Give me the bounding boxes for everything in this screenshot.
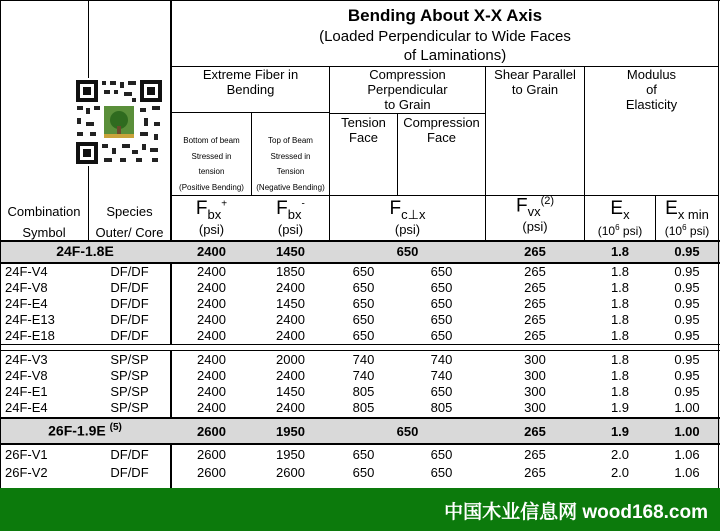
grid-line xyxy=(0,443,720,445)
grid-line xyxy=(0,417,720,419)
cell-species: DF/DF xyxy=(110,328,149,343)
cell-species: DF/DF xyxy=(110,465,149,480)
cell-fbx-neg: 2000 xyxy=(276,352,305,367)
cell-ex: 1.8 xyxy=(610,352,630,367)
cell-tension-face: 805 xyxy=(352,384,375,399)
cell-tension-face: 650 xyxy=(352,312,375,327)
cell-exmin: 0.95 xyxy=(674,280,700,295)
cell-fbx-neg: 2400 xyxy=(276,280,305,295)
header-exmin: $E_{x min}$ ($10^6$ psi) xyxy=(664,198,710,238)
cell-tension-face: 650 xyxy=(352,328,375,343)
cell-exmin: 1.00 xyxy=(674,424,700,439)
table-subtitle: of Laminations) xyxy=(403,47,507,64)
qr-code-icon xyxy=(74,78,164,166)
cell-compression-face: 805 xyxy=(430,400,453,415)
cell-tension-face: 650 xyxy=(352,465,375,480)
cell-ex: 1.8 xyxy=(610,244,630,259)
cell-fbx-neg: 2400 xyxy=(276,328,305,343)
cell-fc: 650 xyxy=(396,424,419,439)
cell-symbol: 24F-E4 xyxy=(5,400,48,415)
cell-fvx: 300 xyxy=(524,368,546,383)
cell-tension-face: 740 xyxy=(352,368,375,383)
header-tension-face: Tension Face xyxy=(341,115,386,145)
cell-symbol: 24F-E18 xyxy=(5,328,55,343)
cell-exmin: 1.00 xyxy=(674,400,700,415)
cell-fc: 650 xyxy=(396,244,419,259)
cell-ex: 1.8 xyxy=(610,328,630,343)
cell-species: DF/DF xyxy=(110,312,149,327)
cell-fvx: 300 xyxy=(524,384,546,399)
cell-symbol: 24F-V3 xyxy=(5,352,48,367)
grid-line xyxy=(0,344,720,345)
cell-tension-face: 650 xyxy=(352,280,375,295)
cell-ex: 1.9 xyxy=(610,400,630,415)
footer-site-link[interactable]: 中国木业信息网 wood168.com xyxy=(444,502,708,523)
cell-ex: 1.8 xyxy=(610,280,630,295)
cell-tension-face: 650 xyxy=(352,264,375,279)
cell-fbx-neg: 1450 xyxy=(276,296,305,311)
cell-fbx-neg: 2600 xyxy=(276,465,305,480)
cell-ex: 1.8 xyxy=(610,312,630,327)
cell-symbol: 24F-V4 xyxy=(5,264,48,279)
cell-symbol: 24F-V8 xyxy=(5,368,48,383)
cell-fbx-neg: 2400 xyxy=(276,400,305,415)
header-modulus: Modulus of Elasticity xyxy=(625,67,678,112)
cell-symbol: 24F-V8 xyxy=(5,280,48,295)
cell-exmin: 0.95 xyxy=(674,264,700,279)
cell-fvx: 265 xyxy=(524,280,546,295)
cell-symbol: 26F-V2 xyxy=(5,465,48,480)
header-fc-perp: $F_{c\perp x}$ (psi) xyxy=(389,198,426,237)
cell-compression-face: 650 xyxy=(430,447,453,462)
cell-exmin: 0.95 xyxy=(674,244,700,259)
grid-line xyxy=(0,350,720,351)
group-label: 24F-1.8E xyxy=(56,243,114,259)
cell-species: DF/DF xyxy=(110,264,149,279)
cell-tension-face: 740 xyxy=(352,352,375,367)
cell-compression-face: 650 xyxy=(430,312,453,327)
cell-species: DF/DF xyxy=(110,296,149,311)
grid-line xyxy=(329,113,485,114)
grid-line xyxy=(0,0,720,1)
cell-fbx-pos: 2400 xyxy=(197,352,226,367)
header-fbx-pos: $F_{bx}^+$ (psi) xyxy=(195,198,228,237)
header-compression-perp: Compression Perpendicular to Grain xyxy=(367,67,448,112)
cell-fvx: 265 xyxy=(524,424,546,439)
group-label: 26F-1.9E $^{(5)}$ xyxy=(48,422,122,439)
cell-ex: 1.8 xyxy=(610,264,630,279)
cell-fbx-pos: 2600 xyxy=(197,424,226,439)
cell-fvx: 265 xyxy=(524,312,546,327)
cell-exmin: 0.95 xyxy=(674,384,700,399)
cell-fbx-pos: 2400 xyxy=(197,280,226,295)
cell-species: DF/DF xyxy=(110,447,149,462)
cell-fvx: 300 xyxy=(524,400,546,415)
cell-fbx-pos: 2600 xyxy=(197,447,226,462)
cell-fbx-pos: 2400 xyxy=(197,264,226,279)
cell-exmin: 1.06 xyxy=(674,447,700,462)
cell-symbol: 24F-E1 xyxy=(5,384,48,399)
cell-ex: 1.9 xyxy=(610,424,630,439)
cell-exmin: 0.95 xyxy=(674,312,700,327)
cell-fbx-neg: 2400 xyxy=(276,368,305,383)
cell-exmin: 0.95 xyxy=(674,296,700,311)
cell-compression-face: 650 xyxy=(430,264,453,279)
cell-fbx-pos: 2400 xyxy=(197,328,226,343)
header-species: Species Outer/ Core xyxy=(95,204,164,240)
cell-ex: 1.8 xyxy=(610,368,630,383)
cell-fbx-neg: 1450 xyxy=(276,384,305,399)
cell-symbol: 24F-E4 xyxy=(5,296,48,311)
cell-compression-face: 650 xyxy=(430,465,453,480)
cell-fvx: 265 xyxy=(524,244,546,259)
cell-fbx-neg: 1950 xyxy=(276,424,305,439)
grid-line xyxy=(171,112,329,113)
cell-compression-face: 740 xyxy=(430,352,453,367)
cell-tension-face: 805 xyxy=(352,400,375,415)
header-extreme-fiber: Extreme Fiber in Bending xyxy=(202,67,299,97)
cell-fvx: 300 xyxy=(524,352,546,367)
cell-species: SP/SP xyxy=(110,368,149,383)
cell-ex: 1.8 xyxy=(610,384,630,399)
footer-banner xyxy=(0,488,720,531)
header-fbx-neg: $F_{bx}^-$ (psi) xyxy=(276,198,305,237)
cell-tension-face: 650 xyxy=(352,447,375,462)
cell-symbol: 24F-E13 xyxy=(5,312,55,327)
cell-fbx-pos: 2400 xyxy=(197,368,226,383)
header-compression-face: Compression Face xyxy=(403,115,480,145)
cell-exmin: 0.95 xyxy=(674,368,700,383)
table-subtitle: (Loaded Perpendicular to Wide Faces xyxy=(319,28,571,45)
cell-fvx: 265 xyxy=(524,465,546,480)
header-top-beam: Top of Beam Stressed in Tension (Negative Bending) xyxy=(256,136,325,192)
grid-line xyxy=(718,0,719,488)
cell-fbx-pos: 2400 xyxy=(197,312,226,327)
cell-fbx-pos: 2600 xyxy=(197,465,226,480)
cell-compression-face: 650 xyxy=(430,384,453,399)
cell-fbx-pos: 2400 xyxy=(197,296,226,311)
header-bottom-beam: Bottom of beam Stressed in tension (Positive Bending) xyxy=(179,136,244,192)
header-shear: Shear Parallel to Grain xyxy=(494,67,576,97)
cell-compression-face: 650 xyxy=(430,280,453,295)
cell-exmin: 0.95 xyxy=(674,328,700,343)
cell-fbx-pos: 2400 xyxy=(197,244,226,259)
cell-species: SP/SP xyxy=(110,384,149,399)
cell-ex: 2.0 xyxy=(610,447,630,462)
cell-ex: 2.0 xyxy=(610,465,630,480)
cell-species: SP/SP xyxy=(110,400,149,415)
cell-fbx-neg: 2400 xyxy=(276,312,305,327)
cell-compression-face: 650 xyxy=(430,328,453,343)
cell-fvx: 265 xyxy=(524,328,546,343)
cell-tension-face: 650 xyxy=(352,296,375,311)
cell-fbx-neg: 1850 xyxy=(276,264,305,279)
cell-compression-face: 650 xyxy=(430,296,453,311)
cell-fbx-pos: 2400 xyxy=(197,384,226,399)
header-ex: $E_x$ ($10^6$ psi) xyxy=(597,198,643,238)
cell-symbol: 26F-V1 xyxy=(5,447,48,462)
cell-species: SP/SP xyxy=(110,352,149,367)
cell-exmin: 1.06 xyxy=(674,465,700,480)
cell-species: DF/DF xyxy=(110,280,149,295)
cell-fbx-neg: 1450 xyxy=(276,244,305,259)
grid-line xyxy=(171,195,719,196)
header-combination: Combination Symbol xyxy=(7,204,81,240)
header-fvx: $F_{vx}^{(2)}$ (psi) xyxy=(515,195,555,235)
cell-fbx-neg: 1950 xyxy=(276,447,305,462)
cell-exmin: 0.95 xyxy=(674,352,700,367)
cell-fvx: 265 xyxy=(524,447,546,462)
cell-fvx: 265 xyxy=(524,296,546,311)
cell-fvx: 265 xyxy=(524,264,546,279)
cell-fbx-pos: 2400 xyxy=(197,400,226,415)
table-title: Bending About X-X Axis xyxy=(347,6,543,25)
cell-ex: 1.8 xyxy=(610,296,630,311)
cell-compression-face: 740 xyxy=(430,368,453,383)
